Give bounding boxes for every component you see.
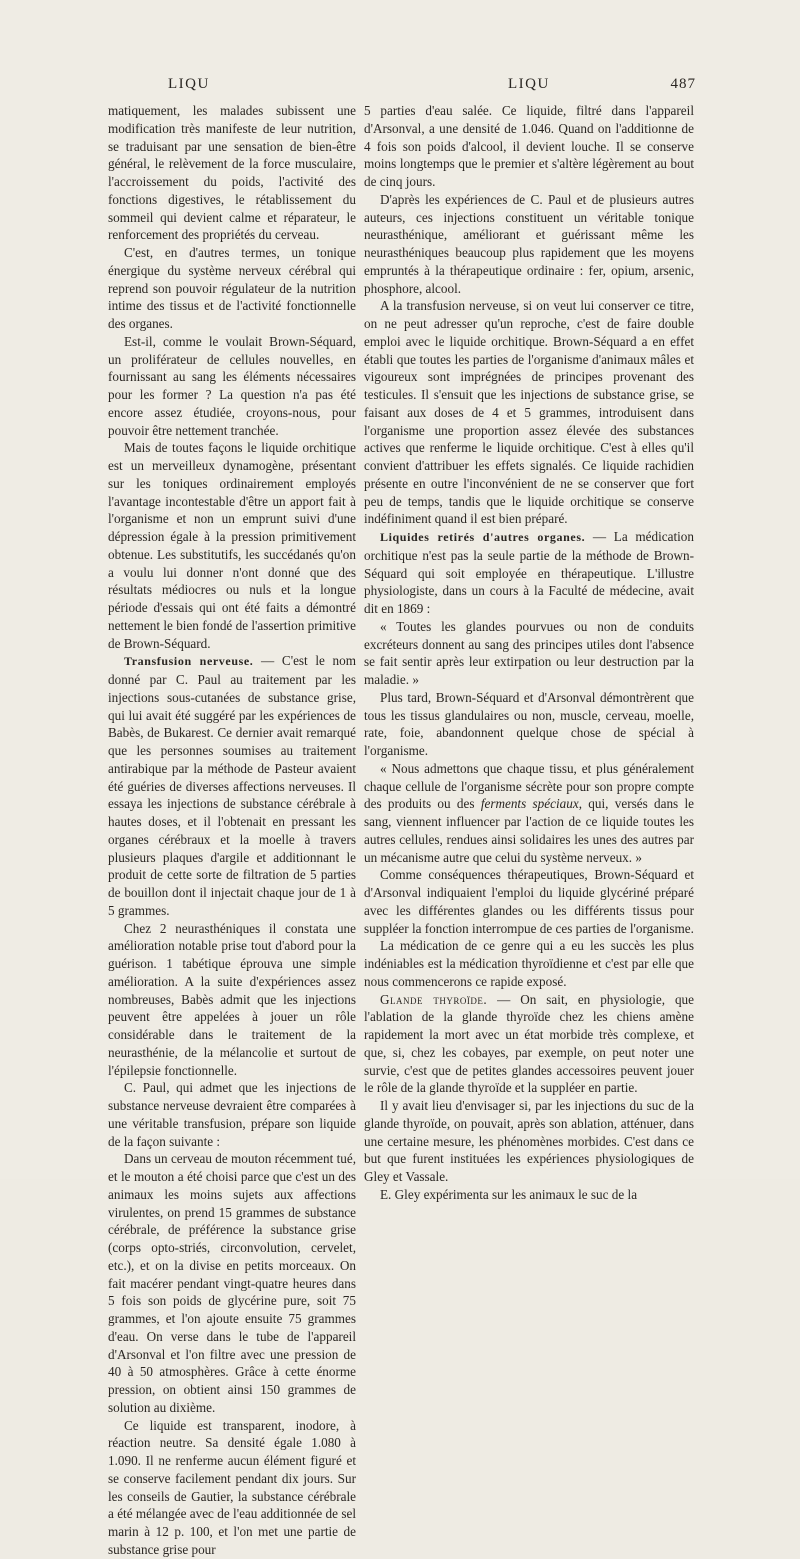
quotation: « Toutes les glandes pourvues ou non de conduits excréteurs donnent au sang des principes utiles dont l'absence se fait sentir après leur extirpation ou leur destruction par la maladie. » <box>364 618 694 687</box>
paragraph: La médication de ce genre qui a eu les succès les plus indéniables est la médication thyroïdienne et c'est par elle que nous commencerons ce rapide exposé. <box>364 938 694 989</box>
italic-term: ferments spéciaux <box>480 796 579 812</box>
left-column <box>108 102 356 1559</box>
page-number: 487 <box>670 76 696 92</box>
right-column <box>364 102 694 1204</box>
paragraph: Dans un cerveau de mouton récemment tué, et le mouton a été choisi parce que c'est un des animaux les moins sujets aux affections virulentes, on prend 15 grammes de substance cérébrale, de préférence la substance grise (corps opto-striés, circonvolution, cervelet, etc.), et on la divise en petits morceaux. On fait macérer pendant vingt-quatre heures dans 5 fois son poids de glycérine pure, soit 75 grammes, et l'on ajoute ensuite 75 grammes d'eau. On verse dans le tube de l'appareil d'Arsonval et l'on filtre avec une pression de 40 à 50 atmosphères. Grâce à cette énorme pression, on obtient ainsi 150 grammes de solution au dixième. <box>108 1151 356 1415</box>
paragraph-text: — C'est le nom donné par C. Paul au traitement par les injections sous-cutanées de substance grise, qui lui avait été suggéré par les expériences de Babès, de Bukarest. Ce dernier avait remarqué que les personnes soumises au traitement antirabique par la méthode de Pasteur avaient été guéries de diverses affections nerveuses. Il essaya les injections de substance cérébrale à hautes doses, et il l'obtenait en pressant les organes cérébraux et la moelle à travers plusieurs plaques d'argile et additionnant le produit de cette sorte de filtration de 5 parties de bouillon dont il injectait chaque jour de 1 à 5 grammes. <box>108 653 356 918</box>
paragraph: Plus tard, Brown-Séquard et d'Arsonval démontrèrent que tous les tissus glandulaires ou non, muscle, cerveau, moelle, rate, foie, abandonnent quelque chose de spécial à l'organisme. <box>364 689 694 758</box>
paragraph: A la transfusion nerveuse, si on veut lui conserver ce titre, on ne peut adresser qu'un reproche, c'est de faire double emploi avec le liquide orchitique. Brown-Séquard a en effet établi que toutes les parties de l'organisme d'animaux mâles et vigoureux sont imprégnées de principes provenant des testicules. Il s'ensuit que les injections de substance grise, se faisant aux doses de 4 et 5 grammes, introduisent dans l'organisme une proportion assez élevée des substances actives que renferme le liquide orchitique. C'est à elles qu'il convient d'attribuer les effets signalés. Ce liquide rachidien présente en outre l'inconvénient de ne se conserver que fort peu de temps, tandis que le liquide orchitique se conserve indéfiniment quand il est bien préparé. <box>364 298 694 527</box>
quotation <box>364 760 694 867</box>
paragraph: E. Gley expérimenta sur les animaux le suc de la <box>380 1186 638 1202</box>
paragraph: 5 parties d'eau salée. Ce liquide, filtré dans l'appareil d'Arsonval, a une densité de 1.046. Quand on l'additionne de 4 fois son poids d'alcool, il devient louche. Il se conserve moins longtemps que le premier et s'altère légèrement au bout de cinq jours. <box>364 103 694 189</box>
paragraph-text: — On sait, en physiologie, que l'ablation de la glande thyroïde chez les chiens amène rapidement la mort avec un état morbide très complexe, et que, si, chez les cobayes, par exemple, on peut noter une survie, c'est que de petites glandes accessoires peuvent jouer le rôle de la glande thyroïde et la suppléer en partie. <box>364 991 694 1096</box>
section-heading-thyroid: Glande thyroïde. <box>380 991 488 1007</box>
header-left-word: LIQU <box>168 76 210 92</box>
paragraph: Mais de toutes façons le liquide orchitique est un merveilleux dynamogène, présentant sur les toniques ordinairement employés l'avantage incontestable d'être un apport fait à l'organisme et non un emprunt suivi d'une dépression égale à la pression primitivement obtenue. Les substitutifs, les succédanés qu'on a voulu lui donner n'ont donné que des résultats médiocres ou nuls et la longue période d'essais qui ont été faits a démontré nettement le bien fondé de l'assertion primitive de Brown-Séquard. <box>108 440 356 651</box>
paragraph: C'est, en d'autres termes, un tonique énergique du système nerveux cérébral qui reprend son pouvoir régulateur de la nutrition intime des tissus et de l'activité fonctionnelle des organes. <box>108 245 356 331</box>
paragraph <box>108 652 356 919</box>
paragraph <box>364 528 694 618</box>
paragraph: C. Paul, qui admet que les injections de substance nerveuse devraient être comparées à une véritable transfusion, prépare son liquide de la façon suivante : <box>108 1080 356 1149</box>
section-heading-transfusion: Transfusion nerveuse. <box>124 654 254 669</box>
header-center-word: LIQU <box>508 76 550 92</box>
paragraph-text: — La médication orchitique n'est pas la seule partie de la méthode de Brown-Séquard qui soit employée en thérapeutique. L'illustre physiologiste, dans un cours à la Faculté de médecine, avait dit en 1869 : <box>364 529 694 616</box>
paragraph: Comme conséquences thérapeutiques, Brown-Séquard et d'Arsonval indiquaient l'emploi du liquide glycériné préparé avec les différentes glandes ou les différents tissus pour suppléer la fonction interrompue de ces parties de l'organisme. <box>364 867 694 936</box>
paragraph: Il y avait lieu d'envisager si, par les injections du suc de la glande thyroïde, on pouvait, après son ablation, atténuer, dans une certaine mesure, les phénomènes morbides. C'est dans ce but que furent instituées les expériences physiologiques de Gley et Vassale. <box>364 1098 694 1184</box>
paragraph-text: « Nous admettons que chaque tissu, et plus généralement chaque cellule de l'organisme sécrète pour son propre compte des produits ou des <box>364 760 694 812</box>
paragraph: Chez 2 neurasthéniques il constata une amélioration notable prise tout d'abord pour la guérison. 1 tabétique éprouva une simple amélioration. A la suite d'expériences assez nombreuses, Babès admit que les injections peuvent être appelées à jouer un rôle considérable dans le traitement de la neurasthénie, de la mélancolie et surtout de l'épilepsie fonctionnelle. <box>108 920 356 1078</box>
paragraph: Est-il, comme le voulait Brown-Séquard, un proliférateur de cellules nouvelles, en fournissant au sang les éléments nécessaires pour les former ? La question n'a pas été encore assez étudiée, croyons-nous, pour pouvoir être nettement tranchée. <box>108 333 356 438</box>
section-heading-other-organs: Liquides retirés d'autres organes. <box>380 530 586 544</box>
paragraph: matiquement, les malades subissent une modification très manifeste de leur nutrition, se traduisant par une sensation de bien-être général, le relèvement de la force musculaire, l'accroissement du poids, l'activité des fonctions digestives, le rétablissement du sommeil qui devient calme et réparateur, le renforcement des propriétés du cerveau. <box>108 103 356 243</box>
paragraph-text: , qui, versés dans le sang, viennent influencer par l'action de ce liquide toutes les autres cellules, rendues ainsi solidaires les unes des autres par un mécanisme autre que celui du système nerveux. » <box>364 796 695 865</box>
paragraph: Ce liquide est transparent, inodore, à réaction neutre. Sa densité égale 1.080 à 1.090. Il ne renferme aucun élément figuré et se conserve facilement pendant dix jours. Sur les conseils de Gautier, la substance cérébrale a été mélangée avec de l'eau additionnée de sel marin à 12 p. 100, et l'on met une partie de substance grise pour <box>108 1417 356 1557</box>
paragraph: D'après les expériences de C. Paul et de plusieurs autres auteurs, ces injections constituent un véritable tonique neurasthénique, améliorant et guérissant même les neurasthéniques beaucoup plus rapidement que les moyens empruntés à la thérapeutique ordinaire : fer, opium, arsenic, phosphore, alcool. <box>364 191 694 296</box>
paragraph <box>364 991 694 1098</box>
running-header <box>108 76 696 98</box>
